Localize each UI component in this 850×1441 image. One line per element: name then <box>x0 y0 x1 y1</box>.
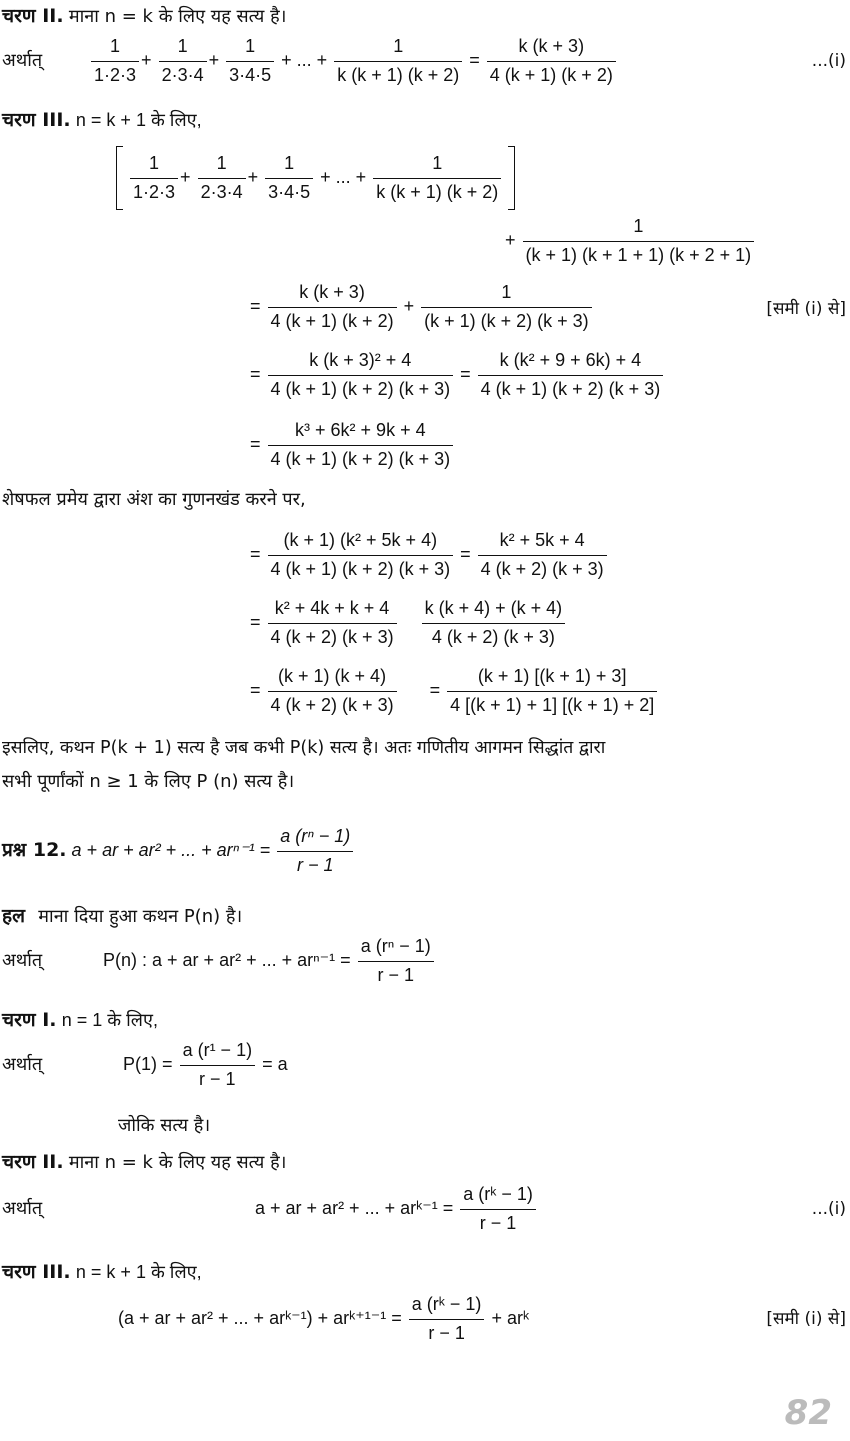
equals-sign: = <box>250 433 261 454</box>
fraction-b: $\frac{\text{k² + 5k + 4}}{4 (k + 2) (k + 3)}$ <box>478 530 607 580</box>
fraction-a: $\frac{\text{k (k + 3)² + 4}}{4 (k + 1) (k + 2) (k + 3)}$ <box>268 350 454 400</box>
solution-header <box>2 906 242 928</box>
fraction-b: $\frac{k (k + 4) + (k + 4)}{4 (k + 2) (k + 3)}$ <box>422 598 566 648</box>
fraction-term-3: $\frac{1}{3\cdot 4\cdot 5}$ <box>265 153 313 203</box>
statement-pn <box>2 936 436 986</box>
step-two-header <box>2 6 286 28</box>
step-text: n = k + 1 के लिए, <box>75 110 202 130</box>
equals-sign: = <box>460 543 471 564</box>
statement-fraction: $\frac{\text{a (rⁿ − 1)}}{r - 1}$ <box>358 936 434 986</box>
p1-lhs: P(1) = <box>123 1053 173 1074</box>
step-three-header <box>2 110 202 132</box>
conclusion-line-1: इसलिए, कथन P(k + 1) सत्य है जब कभी P(k) सत्य है। अतः गणितीय आगमन सिद्धांत द्वारा <box>2 738 606 758</box>
ellipsis: + ... + <box>281 49 328 70</box>
step-label: चरण II. <box>2 1151 64 1173</box>
step-text: n = 1 के लिए, <box>61 1010 158 1030</box>
solution-text: माना दिया हुआ कथन P(n) है। <box>38 906 243 927</box>
fraction-b: $\frac{1}{(k + 1) (k + 2) (k + 3)}$ <box>421 282 592 332</box>
equation-reference: [समी (i) से] <box>766 1309 846 1329</box>
equation-reference: ...(i) <box>811 51 846 71</box>
step-label: चरण I. <box>2 1009 57 1031</box>
fraction-next-term: $\frac{1}{(k + 1) (k + 1 + 1) (k + 2 + 1)}$ <box>523 216 755 266</box>
equation-label: अर्थात् <box>2 1053 43 1075</box>
plus-sign: + <box>403 295 415 316</box>
question-fraction: $\frac{\text{a (rⁿ − 1)}}{r - 1}$ <box>277 826 353 876</box>
true-statement: जोकि सत्य है। <box>118 1115 211 1136</box>
induction-lhs: (a + ar + ar² + ... + arᵏ⁻¹) + arᵏ⁺¹⁻¹ = <box>118 1307 402 1328</box>
conclusion-line-2: सभी पूर्णांकों n ≥ 1 के लिए P (n) सत्य है। <box>2 771 295 792</box>
right-bracket <box>508 146 515 210</box>
fraction-term-1: $\frac{1}{1\cdot 2\cdot 3}$ <box>130 153 178 203</box>
equals-sign: = <box>250 679 261 700</box>
equals-sign: = <box>250 543 261 564</box>
ellipsis: + ... + <box>320 166 367 187</box>
equals-sign: = <box>250 295 261 316</box>
substitution-line <box>250 282 594 332</box>
equals-sign: = <box>460 363 471 384</box>
statement-p1 <box>2 1040 288 1090</box>
fraction-a: $\frac{k (k + 3)}{4 (k + 1) (k + 2)}$ <box>268 282 397 332</box>
plus-sign: + <box>505 229 516 250</box>
next-term <box>505 216 756 266</box>
final-line <box>250 666 659 716</box>
fraction-term-2: $\frac{1}{2\cdot 3\cdot 4}$ <box>198 153 246 203</box>
expanded-line <box>250 420 455 470</box>
p1-rhs: = a <box>262 1053 288 1074</box>
step-text: माना n = k के लिए यह सत्य है। <box>68 1152 287 1173</box>
equals-sign: = <box>250 363 261 384</box>
solution-label: हल <box>2 905 25 927</box>
induction-fraction: $\frac{\text{a (rᵏ − 1)}}{r - 1}$ <box>409 1294 485 1344</box>
factored-line <box>250 530 609 580</box>
bracketed-sum: $\frac{1}{1\cdot 2\cdot 3}$ + $\frac{1}{2\cdot 3\cdot 4}$ + $\frac{1}{3\cdot 4\cdot 5}$ + ... + $\frac{1}{k (k + 1) (k + 2)}$ <box>116 146 515 210</box>
fraction-term-2: $\frac{1}{2\cdot 3\cdot 4}$ <box>159 36 207 86</box>
fraction-term-1: $\frac{1}{1\cdot 2\cdot 3}$ <box>91 36 139 86</box>
fraction-expanded: $\frac{\text{k³ + 6k² + 9k + 4}}{4 (k + 1) (k + 2) (k + 3)}$ <box>268 420 454 470</box>
fraction-a: $\frac{\text{(k + 1) (k² + 5k + 4)}}{4 (k + 1) (k + 2) (k + 3)}$ <box>268 530 454 580</box>
question-label: प्रश्न 12. <box>2 838 67 861</box>
fraction-term-k: $\frac{1}{k (k + 1) (k + 2)}$ <box>373 153 501 203</box>
factorization-note: शेषफल प्रमेय द्वारा अंश का गुणनखंड करने पर, <box>2 489 306 510</box>
step-label: चरण III. <box>2 109 71 131</box>
fraction-b: $\frac{\text{k (k² + 9 + 6k) + 4}}{4 (k + 1) (k + 2) (k + 3)}$ <box>478 350 664 400</box>
equals-sign: = <box>429 679 441 700</box>
hypothesis-equation-q12 <box>2 1184 538 1234</box>
p1-fraction: $\frac{\text{a (r¹ − 1)}}{r - 1}$ <box>180 1040 256 1090</box>
step-text: n = k + 1 के लिए, <box>75 1262 202 1282</box>
combined-line <box>250 350 665 400</box>
equation-reference: [समी (i) से] <box>766 299 846 319</box>
induction-step-equation <box>118 1294 529 1344</box>
hypothesis-equation: अर्थात् $\frac{1}{1\cdot 2\cdot 3}$ + $\frac{1}{2\cdot 3\cdot 4}$ + $\frac{1}{3\cdot 4\cdot 5}$ + ... + $\frac{1}{k (k + 1) (k + 2)}$ = $\frac{k (k + 3)}{4 (k + 1) (k + 2)}$ <box>2 36 618 86</box>
hypothesis-lhs: a + ar + ar² + ... + arᵏ⁻¹ = <box>255 1197 454 1218</box>
question-lhs: a + ar + ar² + ... + arⁿ⁻¹ = <box>71 839 271 860</box>
fraction-result: $\frac{k (k + 3)}{4 (k + 1) (k + 2)}$ <box>487 36 616 86</box>
step-text: माना n = k के लिए यह सत्य है। <box>68 6 287 27</box>
induction-rhs: + arᵏ <box>491 1307 530 1328</box>
fraction-term-3: $\frac{1}{3\cdot 4\cdot 5}$ <box>226 36 274 86</box>
step-three-header-q12 <box>2 1262 202 1284</box>
equals-sign: = <box>469 49 480 70</box>
left-bracket <box>116 146 123 210</box>
fraction-a: $\frac{(k + 1) (k + 4)}{4 (k + 2) (k + 3)}$ <box>268 666 397 716</box>
question-12 <box>2 826 355 876</box>
fraction-a: $\frac{\text{k² + 4k + k + 4}}{4 (k + 2) (k + 3)}$ <box>268 598 397 648</box>
page-number: 82 <box>784 1393 832 1433</box>
split-line <box>250 598 567 648</box>
statement-lhs: P(n) : a + ar + ar² + ... + arⁿ⁻¹ = <box>103 949 351 970</box>
fraction-b: $\frac{(k + 1) [(k + 1) + 3]}{4 [(k + 1) + 1] [(k + 1) + 2]}$ <box>447 666 657 716</box>
equation-label: अर्थात् <box>2 49 43 71</box>
equation-reference: ...(i) <box>811 1199 846 1219</box>
hypothesis-fraction: $\frac{\text{a (rᵏ − 1)}}{r - 1}$ <box>460 1184 536 1234</box>
step-one-header <box>2 1010 158 1032</box>
fraction-term-k: $\frac{1}{k (k + 1) (k + 2)}$ <box>334 36 462 86</box>
step-label: चरण III. <box>2 1261 71 1283</box>
equation-label: अर्थात् <box>2 1197 43 1219</box>
step-two-header-q12 <box>2 1152 286 1174</box>
equation-label: अर्थात् <box>2 949 43 971</box>
equals-sign: = <box>250 611 261 632</box>
step-label: चरण II. <box>2 5 64 27</box>
